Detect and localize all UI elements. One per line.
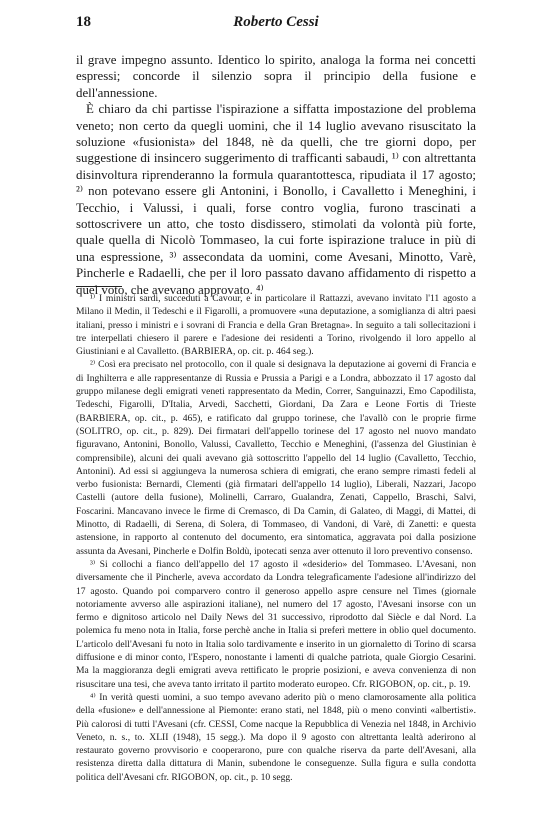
running-title: Roberto Cessi: [233, 14, 319, 30]
footnote: ⁴⁾ In verità questi uomini, a suo tempo avevano aderito più o meno clamorosamente alla politica della «fusione» e dell'annessione al Piemonte: erano stati, nel 1848, più o meno convinti «albertisti». Più calorosi di tutti l'Avesani (cfr. CESSI, Come nacque la Repubblica di Venezia nel 1848, in Archivio Veneto, n. s., to. XLII (1948), 15 segg.). Ma dopo il 9 agosto con altrettanta lealtà aderirono al restaurato governo provvisorio e cooperarono, pure con qualche riserva da parte dell'Avesani, alla resistenza diretta dalla dittatura di Manin, subendone le conseguenze. Sulla figura e sulla condotta politica dell'Avesani cfr. RIGOBON, op. cit., p. 10 segg.: [76, 691, 476, 783]
page-number: 18: [76, 14, 91, 30]
footnote: ²⁾ Così era precisato nel protocollo, con il quale si designava la deputazione ai governi di Francia e di Inghilterra e alle rappresentanze di Russia e Prussia a Parigi e a Londra, abbozzato il 17 agosto dal gruppo milanese degli emigrati veneti rappresentato da Medin, Correr, Sanguinazzi, Emo Capodilista, Tedeschi, Figarolli, D'Italia, Arvedi, Sacchetti, Giordani, Da Zara e Leone Fortis di Trieste (BARBIERA, op. cit., p. 465), e ratificato dal gruppo torinese, che l'avallò con le proprie firme (SOLITRO, op. cit., p. 829). Dei firmatari dell'appello torinese del 17 agosto nel nuovo mandato figuravano, Antonini, Bonollo, Valussi, Cavalletto, Tecchio e Meneghini, (l'assenza del Giustinian è comprensibile), alcuni dei quali avevano già sottoscritto l'appello del 14 luglio (Cavalletto, Tecchio, Antonini). Ad essi si aggiungeva la numerosa schiera di emigrati, che erano sempre rimasti fedeli al verbo fusionista: Bernardi, Clementi (già firmatari dell'appello 14 luglio), Liberali, Nazzari, Jacopo Castelli (autore della fusione), Molinelli, Carraro, Gualandra, Zenati, Cappello, Braschi, Salvi, Foscarini. Mancavano invece le firme di Cremasco, di Da Camin, di Galateo, di Maggi, di Mattei, di Minotto, di Radaelli, di Serena, di Solera, di Tommaseo, di Vandoni, di Varè, di Zanetti: e questa astensione, in rapporto al contenuto del documento, era sintomatica, aggravata poi dalla posizione assunta da Avesani, Pincherle e Dolfin Boldù, ipotecati senza aver ottenuto il loro preventivo consenso.: [76, 359, 476, 557]
body-paragraph: È chiaro da chi partisse l'ispirazione a siffatta impostazione del problema veneto; non certo da quegli uomini, che il 14 luglio avevano risuscitato la soluzione «fusionista» del 1848, nè da quelli, che tre giorni dopo, per suggestione di insincero suggerimento di trafficanti sabaudi, ¹⁾ con altrettanta disinvoltura riprenderanno la formula quarantottesca, ripudiata il 17 agosto; ²⁾ non potevano essere gli Antonini, i Bonollo, i Cavalletto i Meneghini, i Tecchio, i Valussi, i quali, forse contro voglia, furono trascinati a sottoscrivere un atto, che tosto disdissero, stimolati da volontà più forte, quale quella di Nicolò Tommaseo, la cui forte ispirazione traluce in più di una espressione, ³⁾ assecondata da uomini, come Avesani, Minotto, Varè, Pincherle e Radaelli, che per il loro passato davano affidamento di rispetto a quel voto, che avevano approvato. ⁴⁾: [76, 102, 476, 297]
footnote: ³⁾ Si collochi a fianco dell'appello del 17 agosto il «desiderio» del Tommaseo. L'Avesani, non diversamente che il Pincherle, aveva accordato da Londra telegraficamente l'adesione all'indirizzo del 17 agosto. Quando poi comparvero contro il generoso appello aspre censure nel Times (giornale notoriamente avverso alle aspirazioni italiane), nel numero del 17 agosto, l'Avesani insorse con un fermo e dignitoso articolo nel Daily News del 31 successivo, riprodotto dal Siècle e dal Nord. La polemica fu meno nota in Italia, forse perchè anche in Italia si preferì mettere in oblio quel documento. L'articolo dell'Avesani fu noto in Italia solo tardivamente e inserito in un giornaletto di Torino di scarsa diffusione e di minor conto, l'Espero, nonostante i lamenti di qualche patriota, quale Giorgio Cesarini. Ma la maggioranza degli emigrati aveva rettificato le proprie posizioni, e aveva convenienza di non risuscitare una tesi, che aveva tanto irritato il partito moderato europeo. Cfr. RIGOBON, op. cit., p. 19.: [76, 558, 476, 690]
body-paragraph: il grave impegno assunto. Identico lo spirito, analoga la forma nei concetti espressi; concorde il silenzio sopra il principio della fusione e dell'annessione.: [76, 53, 476, 100]
footnote-separator: [76, 286, 122, 287]
page-header: [76, 14, 476, 34]
main-text: [76, 52, 476, 298]
footnote: ¹⁾ I ministri sardi, succeduti a Cavour, e in particolare il Rattazzi, avevano invitato l'11 agosto a Milano il Medin, il Tedeschi e il Figarolli, a promuovere «una deputazione, a somiglianza di altri paesi italiani, presso i ministri e i sovrani di Francia e della Gran Bretagna». In seguito a tali sollecitazioni i tre interpellati chiesero il parere e l'adesione dei residenti a Torino, rivolgendo il loro appello al Giustiniani e al Cavalletto. (BARBIERA, op. cit. p. 464 seg.).: [76, 293, 476, 358]
footnotes: [76, 292, 476, 784]
